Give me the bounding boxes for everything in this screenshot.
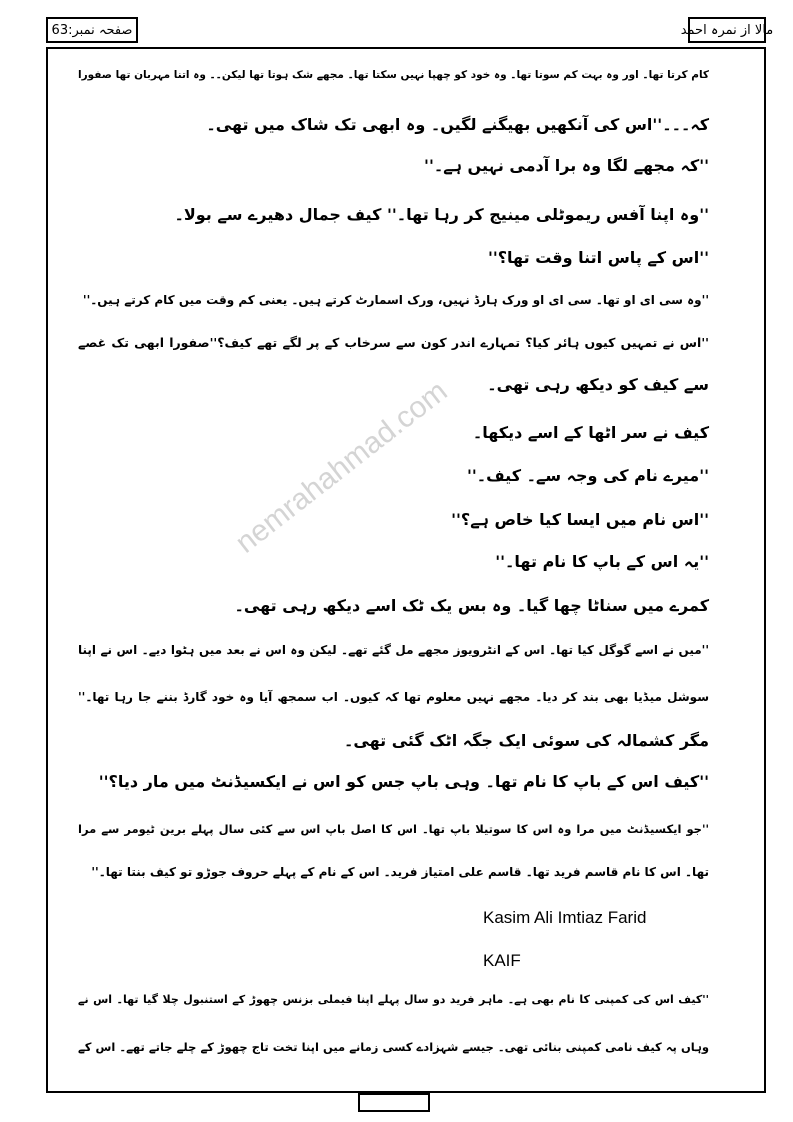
text-line-15: سوشل میڈیا بھی بند کر دیا۔ مجھے نہیں معلوم تھا کہ کیوں۔ اب سمجھ آیا وہ خود گارڈ بننے جا رہا تھا۔'' bbox=[78, 690, 709, 704]
text-line-2: کہ۔۔۔''اس کی آنکھیں بھیگنے لگیں۔ وہ ابھی تک شاک میں تھی۔ bbox=[206, 115, 709, 134]
novel-title-text: مالا از نمرہ احمد bbox=[680, 22, 774, 38]
text-line-7: ''اس نے تمہیں کیوں ہائر کیا؟ تمہارے اندر کون سے سرخاب کے پر لگے تھے کیف؟''صفورا ابھی تک غصے bbox=[78, 335, 709, 350]
text-line-10: ''میرے نام کی وجہ سے۔ کیف۔'' bbox=[466, 466, 709, 485]
text-line-21: وہاں پہ کیف نامی کمپنی بنائی تھی۔ جیسے شہزادے کسی زمانے میں اپنا تخت تاج چھوڑ کے چلے جاتے تھے۔ اس کے bbox=[78, 1040, 709, 1054]
text-line-1: کام کرتا تھا۔ اور وہ بہت کم سوتا تھا۔ وہ خود کو چھپا نہیں سکتا تھا۔ مجھے شک ہوتا تھا لیکن۔۔ وہ اتنا مہربان تھا صفورا bbox=[78, 69, 709, 81]
page-number-header bbox=[46, 17, 138, 43]
text-line-12: ''یہ اس کے باپ کا نام تھا۔'' bbox=[495, 552, 709, 571]
text-line-11: ''اس نام میں ایسا کیا خاص ہے؟'' bbox=[451, 510, 709, 529]
english-full-name: Kasim Ali Imtiaz Farid bbox=[483, 908, 647, 927]
watermark: nemrahahmad.com bbox=[229, 374, 454, 560]
english-acronym: KAIF bbox=[483, 951, 521, 970]
text-line-20: ''کیف اس کی کمپنی کا نام بھی ہے۔ ماہر فرید دو سال پہلے اپنا فیملی بزنس چھوڑ کے استنبول چلا گیا تھا۔ اس نے bbox=[78, 993, 709, 1006]
text-line-3: ''کہ مجھے لگا وہ برا آدمی نہیں ہے۔'' bbox=[424, 156, 709, 175]
text-line-8: سے کیف کو دیکھ رہی تھی۔ bbox=[487, 375, 709, 394]
text-line-6: ''وہ سی ای او تھا۔ سی ای او ورک ہارڈ نہیں، ورک اسمارٹ کرتے ہیں۔ یعنی کم وقت میں کام کرتے ہیں۔'' bbox=[82, 293, 709, 307]
text-line-9: کیف نے سر اٹھا کے اسے دیکھا۔ bbox=[472, 423, 709, 442]
text-line-17: ''کیف اس کے باپ کا نام تھا۔ وہی باپ جس کو اس نے ایکسیڈنٹ میں مار دیا؟'' bbox=[98, 772, 709, 791]
page-number-text: صفحہ نمبر:63 bbox=[51, 22, 133, 38]
text-line-19: تھا۔ اس کا نام قاسم فرید تھا۔ قاسم علی امتیاز فرید۔ اس کے نام کے پہلے حروف جوڑو تو کیف بنتا تھا۔'' bbox=[91, 865, 709, 879]
text-line-18: ''جو ایکسیڈنٹ میں مرا وہ اس کا سوتیلا باپ تھا۔ اس کا اصل باپ اس سے کئی سال پہلے برین ٹیومر سے مرا bbox=[78, 822, 709, 836]
text-line-14: ''میں نے اسے گوگل کیا تھا۔ اس کے انٹرویوز مجھے مل گئے تھے۔ لیکن وہ اس نے بعد میں ہٹوا دیے۔ اس نے اپنا bbox=[78, 643, 709, 657]
text-line-16: مگر کشمالہ کی سوئی ایک جگہ اٹک گئی تھی۔ bbox=[344, 731, 709, 750]
footer-box bbox=[358, 1093, 430, 1112]
text-line-4: ''وہ اپنا آفس ریموٹلی مینیج کر رہا تھا۔'' کیف جمال دھیرے سے بولا۔ bbox=[174, 205, 709, 224]
novel-title-header bbox=[680, 17, 774, 43]
text-line-13: کمرے میں سناٹا چھا گیا۔ وہ بس یک ٹک اسے دیکھ رہی تھی۔ bbox=[234, 596, 709, 615]
text-line-5: ''اس کے پاس اتنا وقت تھا؟'' bbox=[487, 248, 709, 267]
